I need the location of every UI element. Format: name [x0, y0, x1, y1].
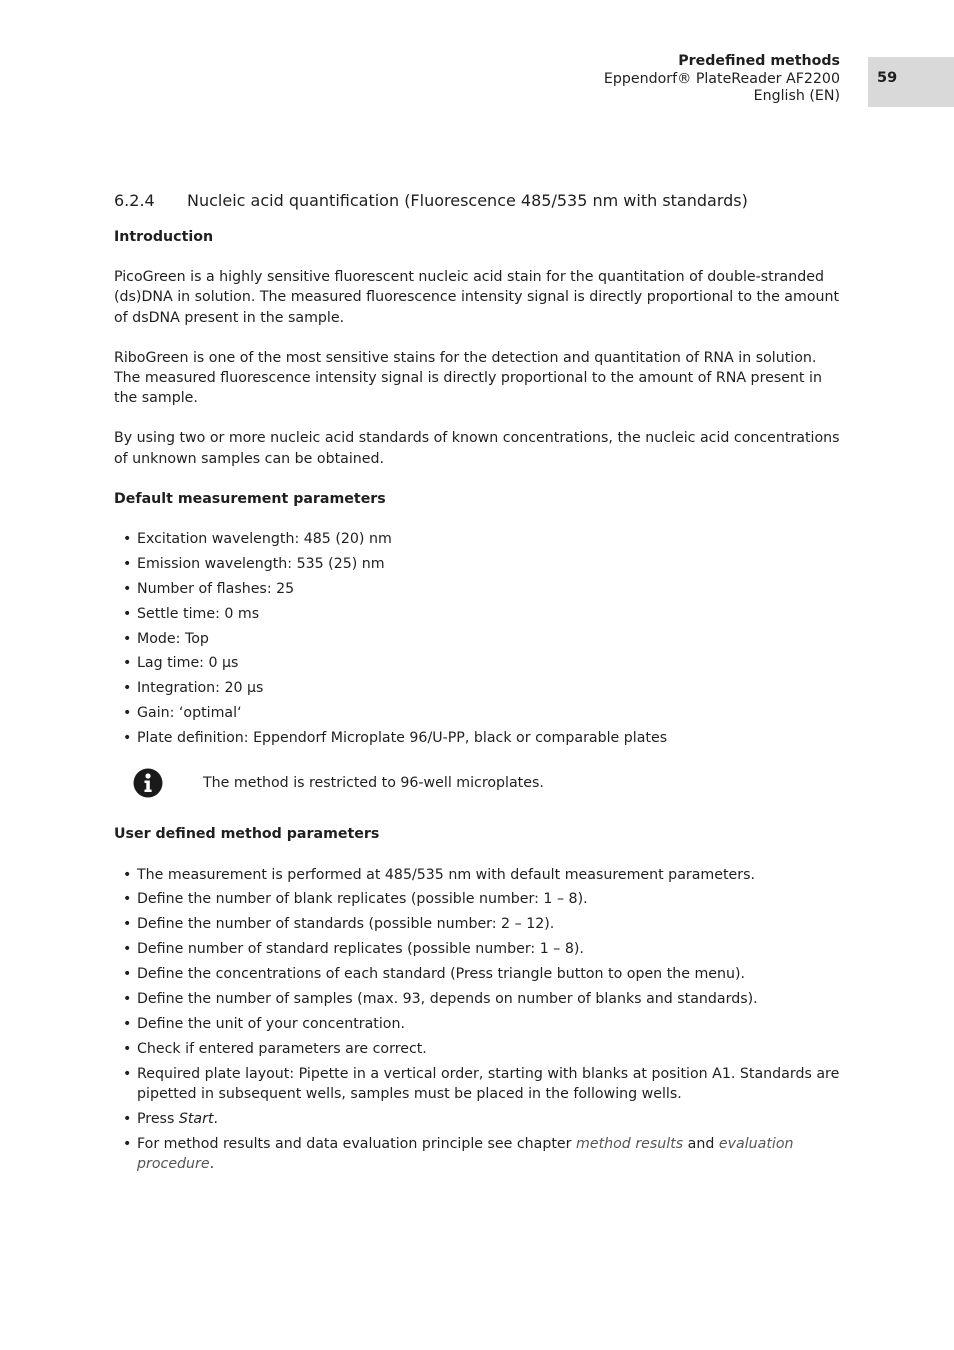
list-item: • Define the concentrations of each standard (Press triangle button to open the menu). [114, 964, 846, 984]
header-language: English (EN) [753, 88, 840, 104]
section-number: 6.2.4 [114, 191, 155, 210]
user-params-heading: User defined method parameters [114, 826, 380, 843]
main-content [114, 190, 846, 1194]
intro-paragraph-3: By using two or more nucleic acid standards of known concentrations, the nucleic acid concentrations of unknown samples can be obtained. [114, 430, 840, 467]
press-prefix: Press [137, 1110, 179, 1127]
list-item: • Define the unit of your concentration. [114, 1014, 846, 1034]
section-title: Nucleic acid quantification (Fluorescence 485/535 nm with standards) [187, 191, 748, 210]
header-title: Predefined methods [678, 53, 840, 69]
list-item-results [114, 1134, 846, 1174]
list-item: • Emission wavelength: 535 (25) nm [114, 554, 846, 574]
intro-paragraph-1: PicoGreen is a highly sensitive fluorescent nucleic acid stain for the quantitation of double-stranded (ds)DNA in solution. The measured fluorescence intensity signal is directly proportional to the amount of dsDNA present in the sample. [114, 269, 840, 326]
header-product: Eppendorf® PlateReader AF2200 [603, 70, 840, 87]
page-number: 59 [877, 70, 898, 86]
results-middle: and [683, 1135, 719, 1152]
introduction-heading: Introduction [114, 229, 214, 245]
info-icon [133, 768, 163, 798]
page-number-tab [868, 57, 954, 107]
results-prefix: For method results and data evaluation principle see chapter [137, 1135, 577, 1152]
results-suffix: . [209, 1155, 215, 1172]
list-item: • Define number of standard replicates (possible number: 1 – 8). [114, 939, 846, 959]
list-item: • Define the number of samples (max. 93, depends on number of blanks and standards). [114, 989, 846, 1009]
list-item: • Plate definition: Eppendorf Microplate 96/U-PP, black or comparable plates [114, 728, 846, 748]
list-item: • Integration: 20 µs [114, 678, 846, 698]
press-suffix: . [213, 1110, 219, 1127]
evaluation-procedure-link[interactable]: evaluation procedure [137, 1135, 794, 1172]
list-item: • Number of flashes: 25 [114, 579, 846, 599]
default-params-list [114, 529, 846, 748]
note-text: The method is restricted to 96-well microplates. [203, 775, 544, 792]
info-note [114, 768, 846, 798]
list-item: • Check if entered parameters are correct. [114, 1039, 846, 1059]
intro-paragraph-2: RiboGreen is one of the most sensitive stains for the detection and quantitation of RNA in solution. The measured fluorescence intensity signal is directly proportional to the amount of RNA present in the sample. [114, 349, 822, 407]
default-params-heading: Default measurement parameters [114, 490, 386, 507]
list-item: • Mode: Top [114, 629, 846, 649]
list-item: • Settle time: 0 ms [114, 604, 846, 624]
start-emphasis: Start [178, 1110, 214, 1127]
list-item-press-start [114, 1109, 846, 1129]
method-results-link[interactable]: method results [576, 1135, 684, 1152]
list-item: • The measurement is performed at 485/535 nm with default measurement parameters. [114, 865, 846, 885]
user-params-list [114, 865, 846, 1175]
list-item: • Define the number of standards (possible number: 2 – 12). [114, 914, 846, 934]
list-item: • Excitation wavelength: 485 (20) nm [114, 529, 846, 549]
page-header [604, 53, 840, 106]
list-item: • Lag time: 0 µs [114, 653, 846, 673]
list-item: • Define the number of blank replicates (possible number: 1 – 8). [114, 889, 846, 909]
list-item: • Gain: ‘optimal‘ [114, 703, 846, 723]
section-heading [114, 190, 846, 212]
list-item: • Required plate layout: Pipette in a vertical order, starting with blanks at position A1. Standards are pipetted in subsequent wells, samples must be placed in the following wells. [114, 1064, 846, 1104]
